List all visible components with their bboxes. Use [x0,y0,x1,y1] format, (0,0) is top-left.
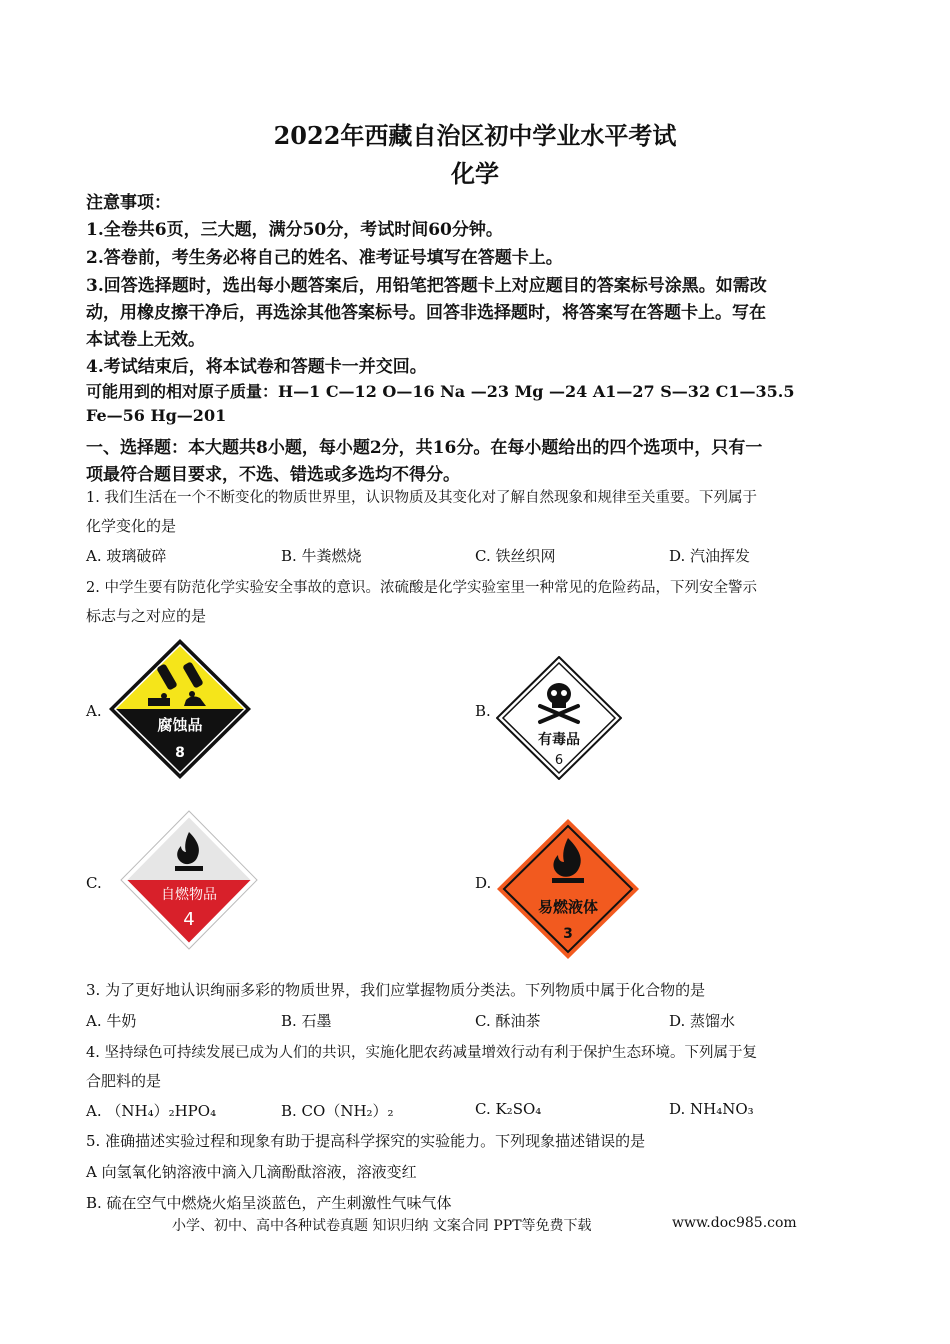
corrosive-sign [108,638,252,780]
q3-option-b: B. 石墨 [281,1012,332,1030]
q2-stem-line2: 标志与之对应的是 [86,607,207,625]
flammable-sign-text: 易燃液体 [537,898,599,916]
note-4: 4.考试结束后，将本试卷和答题卡一并交回。 [86,357,427,377]
footer-text: 小学、初中、高中各种试卷真题 知识归纳 文案合同 PPT等免费下载 [172,1218,592,1234]
spontaneous-combustible-sign [120,810,258,950]
q2-option-d: D. [475,874,492,892]
atomic-mass-line2: Fe—56 Hg—201 [86,406,227,425]
q2-stem-line1: 2. 中学生要有防范化学实验安全事故的意识。浓硫酸是化学实验室里一种常见的危险药品，下列安全警示 [86,580,757,596]
subject-title: 化学 [451,159,499,188]
spontaneous-sign-text: 自燃物品 [161,887,217,903]
q1-stem-line2: 化学变化的是 [86,517,177,535]
spontaneous-sign-number: 4 [183,909,195,930]
q4-option-d: D. NH₄NO₃ [669,1100,754,1118]
q5-option-b: B. 硫在空气中燃烧火焰呈淡蓝色，产生刺激性气味气体 [86,1194,452,1212]
corrosive-sign-number: 8 [175,745,185,761]
flammable-sign-number: 3 [563,926,573,942]
q1-option-c: C. 铁丝织网 [475,547,556,565]
q4-stem-line2: 合肥料的是 [86,1072,162,1090]
q3-stem: 3. 为了更好地认识绚丽多彩的物质世界，我们应掌握物质分类法。下列物质中属于化合物的是 [86,981,706,999]
q2-option-b: B. [475,702,491,720]
toxic-sign-number: 6 [554,753,564,768]
q4-option-b: B. CO（NH₂）₂ [281,1102,394,1120]
q1-stem-line1: 1. 我们生活在一个不断变化的物质世界里，认识物质及其变化对了解自然现象和规律至关重要。下列属于 [86,490,757,506]
toxic-sign-text: 有毒品 [538,732,580,748]
section1-heading-line2: 项最符合题目要求，不选、错选或多选均不得分。 [86,465,460,485]
q1-option-d: D. 汽油挥发 [669,547,751,565]
section1-heading-line1: 一、选择题：本大题共8小题，每小题2分，共16分。在每小题给出的四个选项中，只有一 [86,438,763,458]
note-2: 2.答卷前，考生务必将自己的姓名、准考证号填写在答题卡上。 [86,248,563,268]
q4-option-c: C. K₂SO₄ [475,1100,542,1118]
exam-title: 2022年西藏自治区初中学业水平考试 [273,121,677,150]
q2-option-c: C. [86,874,102,892]
note-3-line1: 3.回答选择题时，选出每小题答案后，用铅笔把答题卡上对应题目的答案标号涂黑。如需改 [86,276,767,296]
q1-option-a: A. 玻璃破碎 [86,547,167,565]
toxic-sign [496,656,622,780]
footer-site[interactable]: www.doc985.com [672,1215,797,1231]
q3-option-c: C. 酥油茶 [475,1012,541,1030]
note-3-line2: 动，用橡皮擦干净后，再选涂其他答案标号。回答非选择题时，将答案写在答题卡上。写在 [86,303,766,323]
q5-option-a: A 向氢氧化钠溶液中滴入几滴酚酞溶液，溶液变红 [86,1163,417,1181]
q4-option-a: A. （NH₄）₂HPO₄ [86,1102,217,1120]
corrosive-sign-text: 腐蚀品 [157,716,203,734]
q3-option-a: A. 牛奶 [86,1012,137,1030]
flammable-liquid-sign [496,818,640,960]
note-1: 1.全卷共6页，三大题，满分50分，考试时间60分钟。 [86,220,503,240]
q5-stem: 5. 准确描述实验过程和现象有助于提高科学探究的实验能力。下列现象描述错误的是 [86,1132,646,1150]
q1-option-b: B. 牛粪燃烧 [281,547,362,565]
note-3-line3: 本试卷上无效。 [86,330,205,350]
atomic-mass-line1: 可能用到的相对原子质量：H—1 C—12 O—16 Na —23 Mg —24 A1—27 S—32 C1—35.5 [86,382,795,401]
q3-option-d: D. 蒸馏水 [669,1012,736,1030]
q2-option-a: A. [86,702,102,720]
q4-stem-line1: 4. 坚持绿色可持续发展已成为人们的共识，实施化肥农药减量增效行动有利于保护生态环境。下列属于复 [86,1045,757,1061]
notes-heading: 注意事项： [86,193,171,213]
